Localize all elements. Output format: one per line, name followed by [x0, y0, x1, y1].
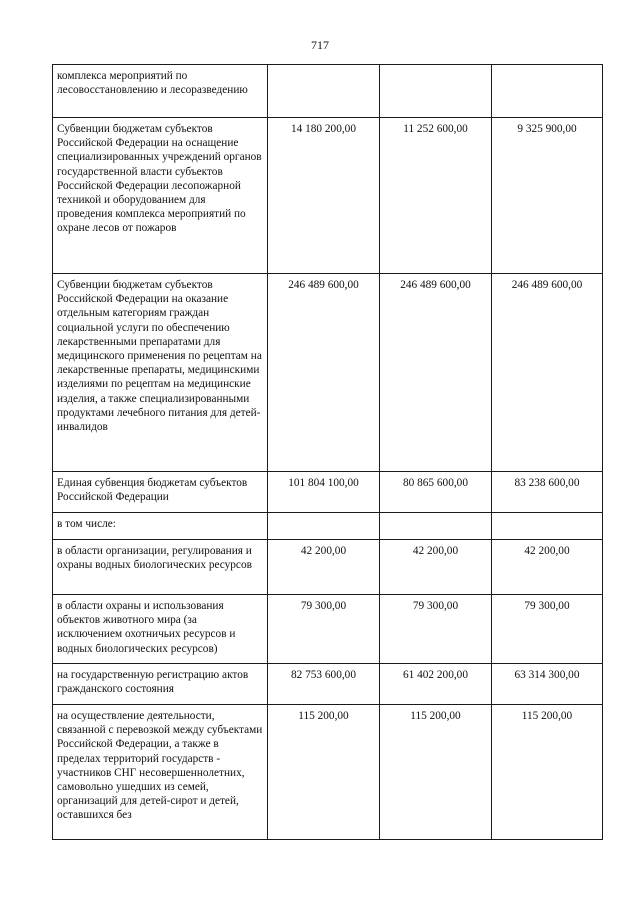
value-cell-1: 82 753 600,00 [268, 664, 380, 705]
table-row [53, 65, 603, 118]
row-description: в том числе: [53, 513, 268, 540]
value-cell-2: 115 200,00 [380, 705, 492, 840]
value-cell-1: 42 200,00 [268, 540, 380, 595]
value-cell-1: 14 180 200,00 [268, 118, 380, 274]
value-cell-2: 11 252 600,00 [380, 118, 492, 274]
value-cell-3: 83 238 600,00 [492, 472, 603, 513]
value-cell-1 [268, 65, 380, 118]
value-cell-2: 80 865 600,00 [380, 472, 492, 513]
value-cell-3: 246 489 600,00 [492, 274, 603, 472]
table-row [53, 513, 603, 540]
value-cell-3 [492, 65, 603, 118]
value-cell-2: 246 489 600,00 [380, 274, 492, 472]
table-row [53, 664, 603, 705]
budget-table [52, 64, 603, 840]
table-row [53, 705, 603, 840]
row-description: Субвенции бюджетам субъектов Российской Федерации на оказание отдельным категориям граждан социальной услуги по обеспечению лекарственными препаратами для медицинского применения по рецептам на лекарственные препараты, медицинскими изделиями по рецептам на медицинские изделия, а также специализированными продуктами лечебного питания для детей-инвалидов [53, 274, 268, 472]
page-number: 717 [311, 38, 329, 52]
value-cell-2: 61 402 200,00 [380, 664, 492, 705]
table-row [53, 595, 603, 664]
value-cell-3: 63 314 300,00 [492, 664, 603, 705]
value-cell-3: 42 200,00 [492, 540, 603, 595]
value-cell-3: 79 300,00 [492, 595, 603, 664]
value-cell-1: 101 804 100,00 [268, 472, 380, 513]
table-row [53, 118, 603, 274]
value-cell-2: 79 300,00 [380, 595, 492, 664]
row-description: комплекса мероприятий по лесовосстановлению и лесоразведению [53, 65, 268, 118]
value-cell-1: 79 300,00 [268, 595, 380, 664]
value-cell-2: 42 200,00 [380, 540, 492, 595]
value-cell-3: 115 200,00 [492, 705, 603, 840]
row-description: на государственную регистрацию актов гражданского состояния [53, 664, 268, 705]
value-cell-1: 115 200,00 [268, 705, 380, 840]
value-cell-2 [380, 65, 492, 118]
row-description: Единая субвенция бюджетам субъектов Российской Федерации [53, 472, 268, 513]
row-description: Субвенции бюджетам субъектов Российской Федерации на оснащение специализированных учреждений органов государственной власти субъектов Российской Федерации лесопожарной техникой и оборудованием для проведения комплекса мероприятий по охране лесов от пожаров [53, 118, 268, 274]
value-cell-1: 246 489 600,00 [268, 274, 380, 472]
table-row [53, 540, 603, 595]
value-cell-3 [492, 513, 603, 540]
table-row [53, 472, 603, 513]
value-cell-1 [268, 513, 380, 540]
value-cell-3: 9 325 900,00 [492, 118, 603, 274]
table-row [53, 274, 603, 472]
row-description: в области охраны и использования объектов животного мира (за исключением охотничьих ресурсов и водных биологических ресурсов) [53, 595, 268, 664]
row-description: на осуществление деятельности, связанной с перевозкой между субъектами Российской Федерации, а также в пределах территорий государств - участников СНГ несовершеннолетних, самовольно ушедших из семей, организаций для детей-сирот и детей, оставшихся без [53, 705, 268, 840]
value-cell-2 [380, 513, 492, 540]
row-description: в области организации, регулирования и охраны водных биологических ресурсов [53, 540, 268, 595]
